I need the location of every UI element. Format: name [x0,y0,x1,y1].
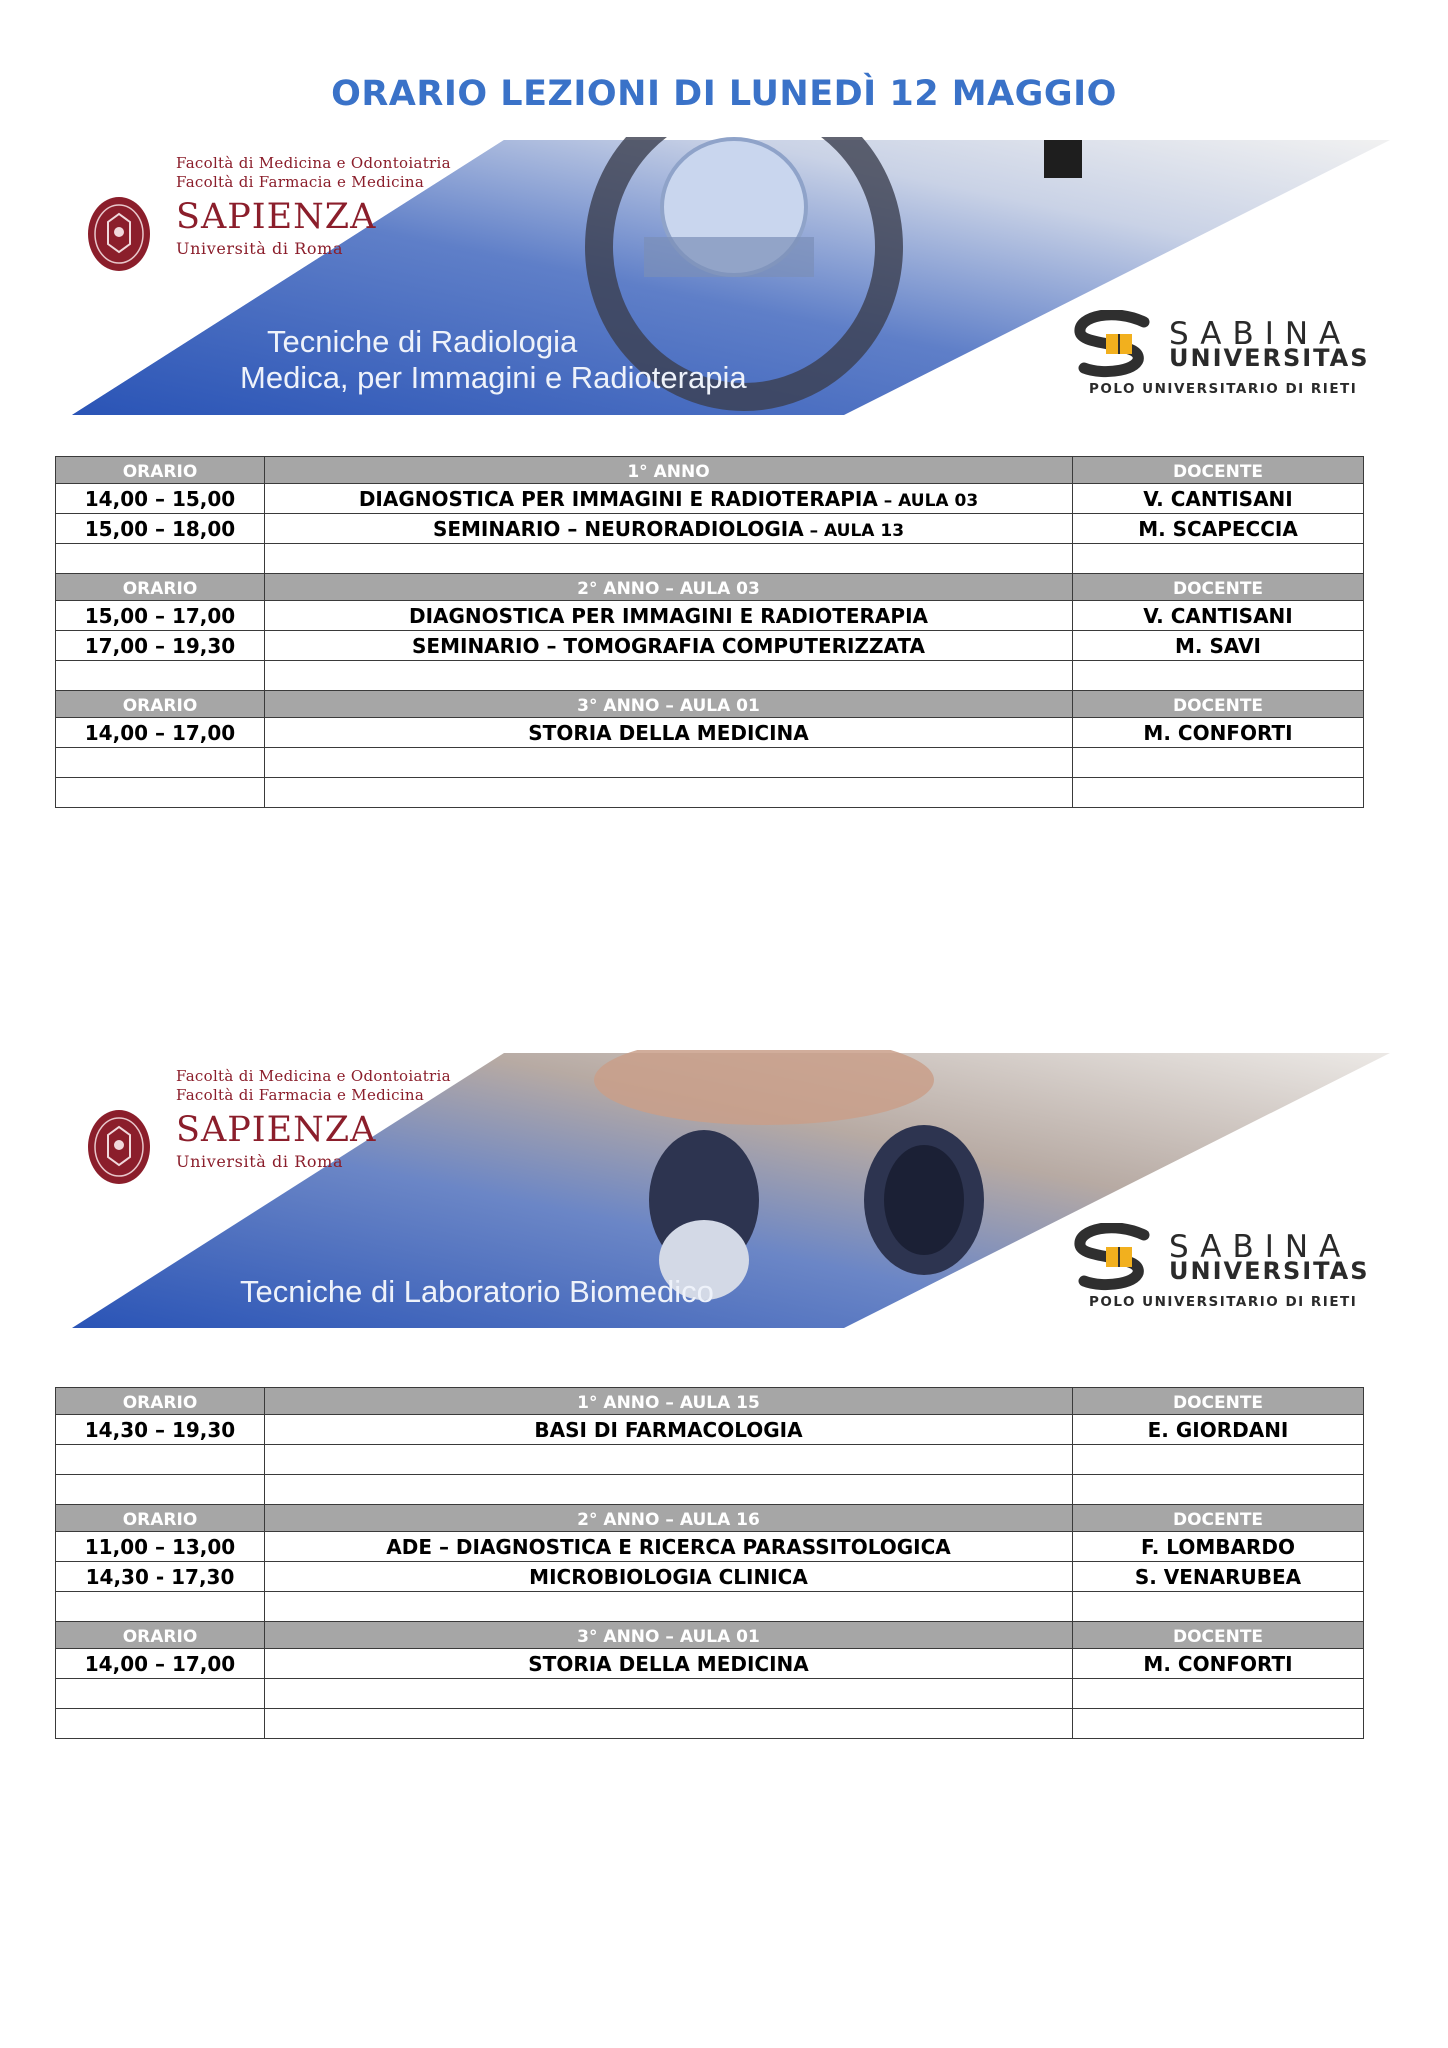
table-row [56,748,1364,778]
teacher-cell: S. VENARUBEA [1073,1562,1364,1592]
teacher-cell [1073,1475,1364,1505]
teacher-cell [1073,778,1364,808]
faculty-line-2: Facoltà di Farmacia e Medicina [176,1086,425,1104]
course-cell [265,1649,1073,1679]
course-cell [265,1475,1073,1505]
teacher-cell: V. CANTISANI [1073,484,1364,514]
course-cell [265,1532,1073,1562]
course-cell [265,661,1073,691]
time-cell: 17,00 – 19,30 [56,631,265,661]
header-anno: 2° ANNO – AULA 16 [265,1505,1073,1532]
table-row [56,1415,1364,1445]
header-orario: ORARIO [56,1622,265,1649]
partner-subtitle: UNIVERSITAS [1169,1257,1370,1285]
header-anno: 3° ANNO – AULA 01 [265,691,1073,718]
table-row [56,1562,1364,1592]
teacher-cell [1073,1445,1364,1475]
course-cell [265,544,1073,574]
teacher-cell [1073,748,1364,778]
teacher-cell [1073,1679,1364,1709]
header-orario: ORARIO [56,457,265,484]
teacher-cell [1073,544,1364,574]
header-orario: ORARIO [56,1505,265,1532]
university-subtitle: Università di Roma [176,239,344,258]
course-cell [265,484,1073,514]
table-row [56,1445,1364,1475]
table-row [56,484,1364,514]
course-name: STORIA DELLA MEDICINA [528,720,809,745]
table-row [56,1532,1364,1562]
university-subtitle: Università di Roma [176,1152,344,1171]
table-row [56,544,1364,574]
schedule-table-radiologia [55,456,1364,808]
table-row [56,1709,1364,1739]
table-row [56,661,1364,691]
teacher-cell: V. CANTISANI [1073,601,1364,631]
teacher-cell [1073,1592,1364,1622]
time-cell [56,1592,265,1622]
course-cell [265,748,1073,778]
table-row [56,514,1364,544]
time-cell [56,748,265,778]
table-row [56,1475,1364,1505]
table-row [56,778,1364,808]
course-name: DIAGNOSTICA PER IMMAGINI E RADIOTERAPIA [358,486,878,511]
course-cell [265,1415,1073,1445]
header-docente: DOCENTE [1073,1505,1364,1532]
time-cell [56,1679,265,1709]
header-docente: DOCENTE [1073,457,1364,484]
course-name: ADE – DIAGNOSTICA E RICERCA PARASSITOLOGICA [386,1534,951,1559]
header-anno: 3° ANNO – AULA 01 [265,1622,1073,1649]
course-cell [265,631,1073,661]
time-cell: 11,00 – 13,00 [56,1532,265,1562]
header-docente: DOCENTE [1073,574,1364,601]
course-name: DIAGNOSTICA PER IMMAGINI E RADIOTERAPIA [408,603,928,628]
course-name: MICROBIOLOGIA CLINICA [529,1564,808,1589]
section-header-row [56,1505,1364,1532]
time-cell [56,1475,265,1505]
page-title: ORARIO LEZIONI DI LUNEDÌ 12 MAGGIO [331,74,1117,114]
time-cell: 14,00 – 17,00 [56,718,265,748]
course-title-line-2: Medica, per Immagini e Radioterapia [240,360,747,395]
course-title-line-1: Tecniche di Radiologia [267,324,578,359]
header-docente: DOCENTE [1073,1622,1364,1649]
teacher-cell [1073,661,1364,691]
sabina-logo-icon [1074,1223,1164,1293]
table-row [56,1679,1364,1709]
time-cell: 14,30 - 17,30 [56,1562,265,1592]
course-cell [265,1445,1073,1475]
partner-name: SABINA [1169,316,1352,352]
table-row [56,1649,1364,1679]
time-cell: 14,00 – 15,00 [56,484,265,514]
partner-name: SABINA [1169,1229,1352,1265]
teacher-cell: F. LOMBARDO [1073,1532,1364,1562]
partner-tagline: POLO UNIVERSITARIO DI RIETI [1089,1294,1358,1310]
table-row [56,1592,1364,1622]
teacher-cell: M. CONFORTI [1073,718,1364,748]
section-header-row [56,1622,1364,1649]
time-cell [56,544,265,574]
time-cell [56,1709,265,1739]
header-anno: 2° ANNO – AULA 03 [265,574,1073,601]
table-row [56,601,1364,631]
university-name: SAPIENZA [176,1110,377,1150]
table-row [56,631,1364,661]
course-cell [265,1562,1073,1592]
faculty-line-1: Facoltà di Medicina e Odontoiatria [176,154,451,172]
teacher-cell: M. SCAPECCIA [1073,514,1364,544]
section-header-row [56,691,1364,718]
course-cell [265,1592,1073,1622]
course-cell [265,1679,1073,1709]
header-orario: ORARIO [56,574,265,601]
time-cell [56,778,265,808]
course-name: SEMINARIO – TOMOGRAFIA COMPUTERIZZATA [412,633,925,658]
teacher-cell: M. SAVI [1073,631,1364,661]
time-cell: 14,30 – 19,30 [56,1415,265,1445]
table-row [56,718,1364,748]
course-name: BASI DI FARMACOLOGIA [534,1417,803,1442]
header-docente: DOCENTE [1073,1388,1364,1415]
time-cell: 14,00 – 17,00 [56,1649,265,1679]
sabina-logo-icon [1074,310,1164,380]
university-name: SAPIENZA [176,197,377,237]
section-header-row [56,457,1364,484]
header-anno: 1° ANNO [265,457,1073,484]
header-anno: 1° ANNO – AULA 15 [265,1388,1073,1415]
header-docente: DOCENTE [1073,691,1364,718]
course-cell [265,718,1073,748]
room-label: – AULA 13 [803,520,905,541]
time-cell [56,661,265,691]
course-cell [265,778,1073,808]
teacher-cell [1073,1709,1364,1739]
partner-tagline: POLO UNIVERSITARIO DI RIETI [1089,381,1358,397]
course-title: Tecniche di Laboratorio Biomedico [240,1274,714,1309]
header-orario: ORARIO [56,1388,265,1415]
course-name: SEMINARIO – NEURORADIOLOGIA [432,516,804,541]
time-cell [56,1445,265,1475]
teacher-cell: E. GIORDANI [1073,1415,1364,1445]
banner-radiologia [64,137,1400,422]
course-cell [265,601,1073,631]
banner-laboratorio [64,1050,1400,1335]
schedule-table-laboratorio [55,1387,1364,1739]
time-cell: 15,00 – 17,00 [56,601,265,631]
teacher-cell: M. CONFORTI [1073,1649,1364,1679]
sapienza-seal-icon [86,1107,152,1187]
course-cell [265,514,1073,544]
course-cell [265,1709,1073,1739]
section-header-row [56,1388,1364,1415]
sapienza-seal-icon [86,194,152,274]
faculty-line-1: Facoltà di Medicina e Odontoiatria [176,1067,451,1085]
partner-subtitle: UNIVERSITAS [1169,344,1370,372]
header-orario: ORARIO [56,691,265,718]
section-header-row [56,574,1364,601]
course-name: STORIA DELLA MEDICINA [528,1651,809,1676]
faculty-line-2: Facoltà di Farmacia e Medicina [176,173,425,191]
room-label: – AULA 03 [877,490,979,511]
time-cell: 15,00 – 18,00 [56,514,265,544]
